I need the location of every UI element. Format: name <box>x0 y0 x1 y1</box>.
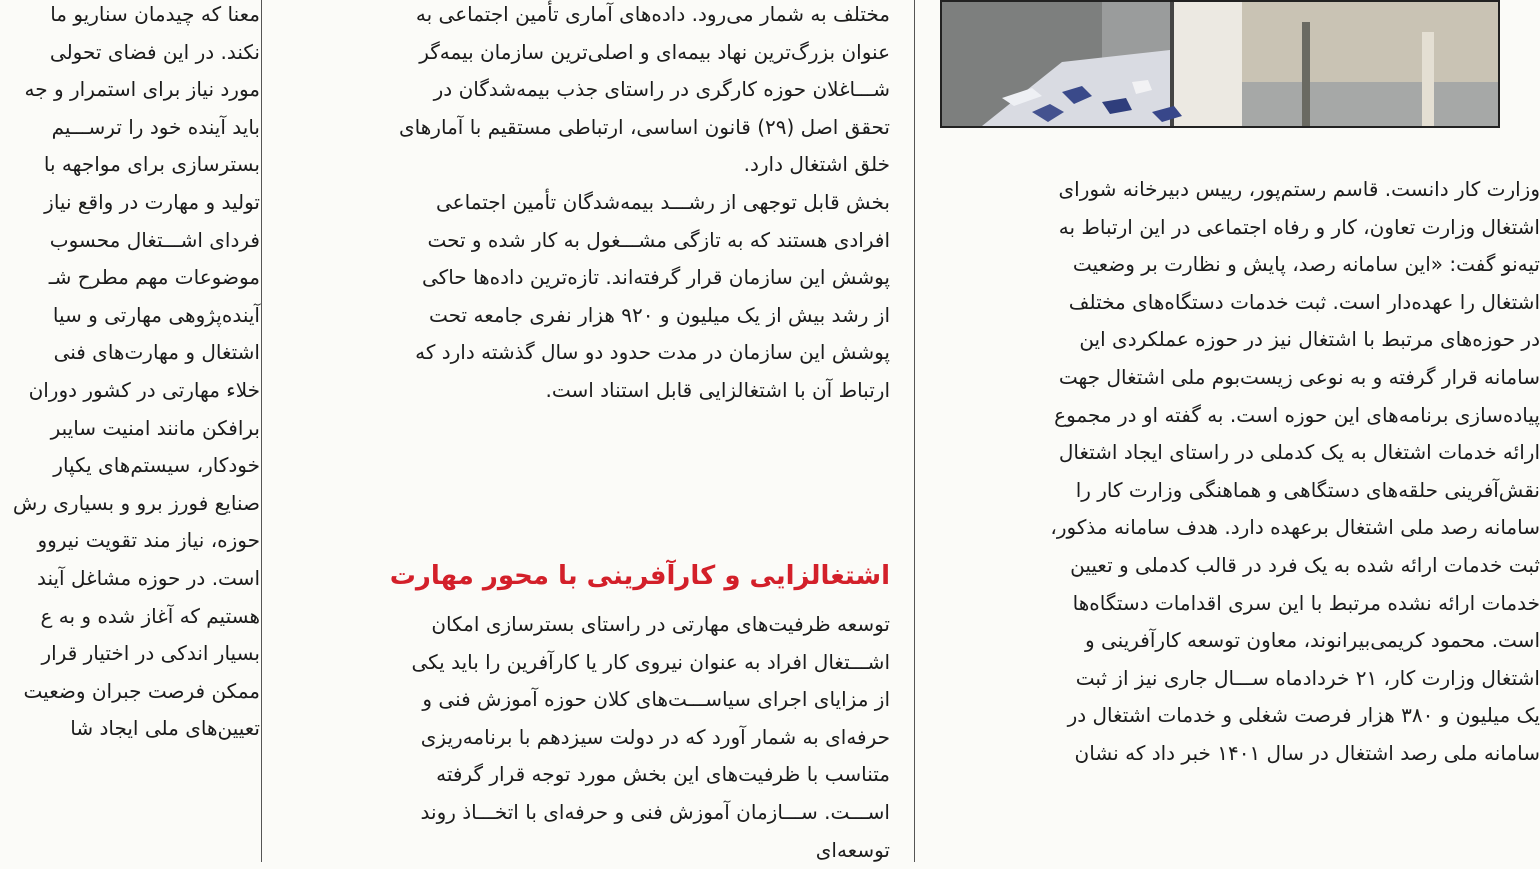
text-line: پوشش این سازمان در مدت حدود دو سال گذشته دارد که <box>415 340 890 365</box>
text-line: سامانه قرار گرفته و به نوعی زیست‌بوم ملی اشتغال جهت <box>1058 364 1540 389</box>
text-line: ارتباط آن با اشتغالزایی قابل استناد است. <box>545 377 890 402</box>
text-line: باید آینده خود را ترســـیم <box>51 114 260 139</box>
text-line: اشتغال و مهارت‌های فنی <box>53 340 260 365</box>
text-line: حرفه‌ای به شمار آورد که در دولت سیزدهم با برنامه‌ریزی <box>420 724 890 749</box>
right-article-column <box>940 171 1540 773</box>
text-line: در حوزه‌های مرتبط با اشتغال نیز در حوزه عملکردی این <box>1079 327 1540 352</box>
text-line: افرادی هستند که به تازگی مشـــغول به کار شده و تحت <box>427 227 890 252</box>
text-line: خودکار، سیستم‌های یکپار <box>53 453 260 478</box>
text-line: یک میلیون و ۳۸۰ هزار فرصت شغلی و خدمات اشتغال در <box>1067 703 1540 728</box>
text-line: از رشد بیش از یک میلیون و ۹۲۰ هزار نفری جامعه تحت <box>429 302 890 327</box>
text-line: تعیین‌های ملی ایجاد شا <box>70 716 260 741</box>
text-line: معنا که چیدمان سناریو ما <box>50 2 260 26</box>
text-line: مورد نیاز برای استمرار و جه <box>24 77 260 102</box>
text-line: اشتغال را عهده‌دار است. ثبت خدمات دستگاه‌های مختلف <box>1068 289 1540 314</box>
text-line: هستیم که آغاز شده و به ع <box>40 603 260 628</box>
text-line: خلق اشتغال دارد. <box>743 152 890 177</box>
column-divider-right <box>914 0 915 862</box>
column-divider-left <box>261 0 262 862</box>
text-line: تولید و مهارت در واقع نیاز <box>44 189 260 214</box>
text-line: پوشش این سازمان قرار گرفته‌اند. تازه‌ترین داده‌ها حاکی <box>422 265 890 290</box>
text-line: وزارت کار دانست. قاسم رستم‌پور، رییس دبیرخانه شورای <box>1058 177 1540 201</box>
text-line: سامانه رصد ملی اشتغال برعهده دارد. هدف سامانه مذکور، <box>1050 515 1540 540</box>
text-line: مختلف به شمار می‌رود. داده‌های آماری تأمین اجتماعی به <box>415 2 890 26</box>
middle-column-top-text <box>316 0 890 410</box>
text-line: اســـت. ســـازمان آموزش فنی و حرفه‌ای با اتخـــاذ روند <box>420 799 890 824</box>
text-line: اشـــتغال افراد به عنوان نیروی کار یا کارآفرین را باید یکی <box>411 649 890 674</box>
text-line: است. در حوزه مشاغل آیند <box>36 565 260 590</box>
text-line: ثبت خدمات ارائه شده به یک فرد در قالب کدملی و تعیین <box>1070 552 1540 577</box>
text-line: بسترسازی برای مواجهه با <box>43 152 260 177</box>
left-article-column <box>0 0 260 748</box>
article-photo <box>940 0 1500 128</box>
text-line: تحقق اصل (۲۹) قانون اساسی، ارتباطی مستقیم با آمارهای <box>399 114 890 139</box>
text-line: متناسب با ظرفیت‌های این بخش مورد توجه قرار گرفته <box>436 762 890 787</box>
text-line: صنایع فورز برو و بسیاری رش <box>12 490 260 515</box>
text-line: برافکن مانند امنیت سایبر <box>50 415 260 440</box>
text-line: توسعه‌ای <box>815 837 890 862</box>
text-line: پیاده‌سازی برنامه‌های این حوزه است. به گفته او در مجموع <box>1054 402 1540 427</box>
text-line: تیه‌نو گفت: «این سامانه رصد، پایش و نظارت بر وضعیت <box>1072 252 1540 277</box>
text-line: اشتغال وزارت کار، ۲۱ خردادماه ســـال جاری نیز از ثبت <box>1075 665 1540 690</box>
text-line: عنوان بزرگ‌ترین نهاد بیمه‌ای و اصلی‌ترین سازمان بیمه‌گر <box>419 39 890 64</box>
text-line: فردای اشـــتغال محسوب <box>49 227 260 252</box>
middle-column-bottom-text <box>316 606 890 869</box>
article-photo-image <box>942 2 1498 126</box>
text-line: از مزایای اجرای سیاســـت‌های کلان حوزه آموزش فنی و <box>422 687 890 712</box>
text-line: بخش قابل توجهی از رشـــد بیمه‌شدگان تأمین اجتماعی <box>436 189 890 214</box>
section-heading: اشتغالزایی و کارآفرینی با محور مهارت <box>389 561 890 591</box>
text-line: ارائه خدمات اشتغال به یک کدملی در راستای ایجاد اشتغال <box>1058 440 1540 465</box>
text-line: نقش‌آفرینی حلقه‌های دستگاهی و هماهنگی وزارت کار را <box>1075 477 1540 502</box>
text-line: موضوعات مهم مطرح شـ <box>48 265 260 290</box>
text-line: ممکن فرصت جبران وضعیت <box>23 678 260 703</box>
text-line: شـــاغلان حوزه کارگری در راستای جذب بیمه‌شدگان در <box>433 77 890 102</box>
text-line: بسیار اندکی در اختیار قرار <box>41 641 260 666</box>
text-line: سامانه ملی رصد اشتغال در سال ۱۴۰۱ خبر داد که نشان <box>1074 740 1540 765</box>
text-line: توسعه ظرفیت‌های مهارتی در راستای بسترسازی امکان <box>431 612 890 636</box>
text-line: آینده‌پژوهی مهارتی و سیا <box>52 302 260 327</box>
text-line: است. محمود کریمی‌بیرانوند، معاون توسعه کارآفرینی و <box>1084 628 1540 653</box>
text-line: نکند. در این فضای تحولی <box>49 39 260 64</box>
text-line: خلاء مهارتی در کشور دوران <box>28 377 260 402</box>
text-line: اشتغال وزارت تعاون، کار و رفاه اجتماعی در این ارتباط به <box>1058 214 1540 239</box>
text-line: خدمات ارائه نشده مرتبط با این سری اقدامات دستگاه‌ها <box>1072 590 1540 615</box>
text-line: حوزه، نیاز مند تقویت نیروو <box>37 528 260 553</box>
